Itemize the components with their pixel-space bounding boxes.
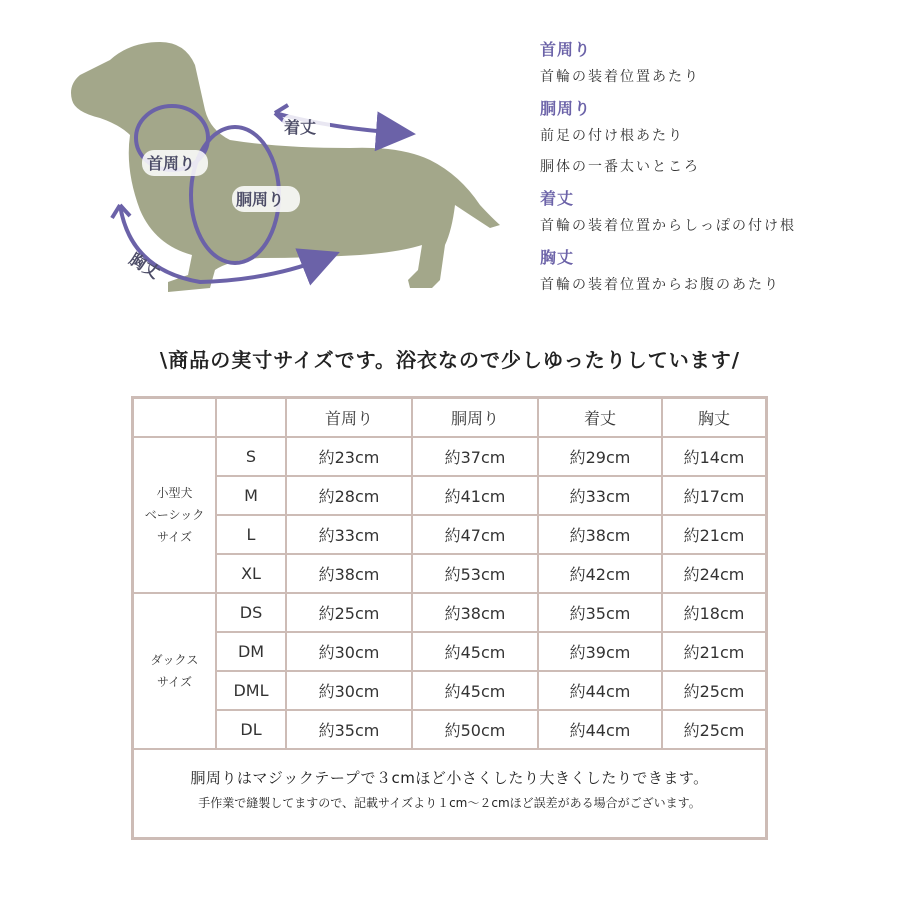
table-row [134,671,765,710]
table-row [134,554,765,593]
legend-desc: 首輪の装着位置からしっぽの付け根 [540,218,796,234]
legend-desc: 前足の付け根あたり [540,128,684,144]
value-cell: 約35cm [286,710,412,749]
note-adjustable: 胴周りはマジックテープで３cmほど小さくしたり大きくしたりできます。 [190,769,709,787]
value-cell: 約33cm [286,515,412,554]
value-cell: 約23cm [286,437,412,476]
header-empty-group [134,399,216,437]
size-cell: XL [216,554,286,593]
diagram-label-length: 着丈 [284,118,317,137]
value-cell: 約17cm [662,476,765,515]
legend-title: 胸丈 [540,248,575,267]
legend-chest [540,97,890,183]
page-headline: \商品の実寸サイズです。浴衣なので少しゆったりしています/ [159,348,741,372]
value-cell: 約38cm [412,593,538,632]
value-cell: 約45cm [412,671,538,710]
value-cell: 約28cm [286,476,412,515]
legend-length [540,187,890,242]
legend-title: 首周り [540,40,592,59]
value-cell: 約24cm [662,554,765,593]
group-label-dachshund: ダックス サイズ [134,593,216,749]
value-cell: 約42cm [538,554,662,593]
value-cell: 約30cm [286,632,412,671]
legend-title: 着丈 [540,189,575,208]
table-row [134,593,765,632]
value-cell: 約18cm [662,593,765,632]
diagram-label-chest: 胴周り [236,190,285,209]
value-cell: 約21cm [662,515,765,554]
value-cell: 約50cm [412,710,538,749]
legend-neck [540,38,890,93]
header-length: 着丈 [538,399,662,437]
value-cell: 約30cm [286,671,412,710]
value-cell: 約44cm [538,671,662,710]
value-cell: 約47cm [412,515,538,554]
size-cell: L [216,515,286,554]
measurement-legend [540,38,890,305]
note-tolerance: 手作業で縫製してますので、記載サイズより１cm～２cmほど誤差がある場合がございます。 [198,796,701,810]
legend-desc: 首輪の装着位置あたり [540,69,700,85]
legend-title: 胴周り [540,99,592,118]
legend-desc: 胴体の一番太いところ [540,159,700,175]
value-cell: 約39cm [538,632,662,671]
header-neck: 首周り [286,399,412,437]
diagram-label-neck: 首周り [147,154,196,173]
value-cell: 約53cm [412,554,538,593]
value-cell: 約25cm [662,671,765,710]
value-cell: 約25cm [662,710,765,749]
header-belly: 胸丈 [662,399,765,437]
table-row [134,632,765,671]
value-cell: 約37cm [412,437,538,476]
size-cell: S [216,437,286,476]
dog-measurement-diagram [60,30,520,320]
group-label-small-basic: 小型犬 ベーシック サイズ [134,437,216,593]
value-cell: 約21cm [662,632,765,671]
header-empty-size [216,399,286,437]
value-cell: 約45cm [412,632,538,671]
table-row [134,710,765,749]
value-cell: 約38cm [286,554,412,593]
size-cell: M [216,476,286,515]
size-cell: DS [216,593,286,632]
size-table [134,399,765,750]
value-cell: 約33cm [538,476,662,515]
table-row [134,437,765,476]
legend-belly [540,246,890,301]
legend-desc: 首輪の装着位置からお腹のあたり [540,277,780,293]
table-header-row [134,399,765,437]
value-cell: 約14cm [662,437,765,476]
value-cell: 約29cm [538,437,662,476]
size-cell: DM [216,632,286,671]
table-row [134,515,765,554]
header-chest: 胴周り [412,399,538,437]
value-cell: 約38cm [538,515,662,554]
value-cell: 約25cm [286,593,412,632]
size-cell: DML [216,671,286,710]
size-cell: DL [216,710,286,749]
value-cell: 約35cm [538,593,662,632]
diagram-label-belly: 胸丈 [125,249,164,283]
notes-section [134,753,765,811]
table-row [134,476,765,515]
value-cell: 約44cm [538,710,662,749]
value-cell: 約41cm [412,476,538,515]
